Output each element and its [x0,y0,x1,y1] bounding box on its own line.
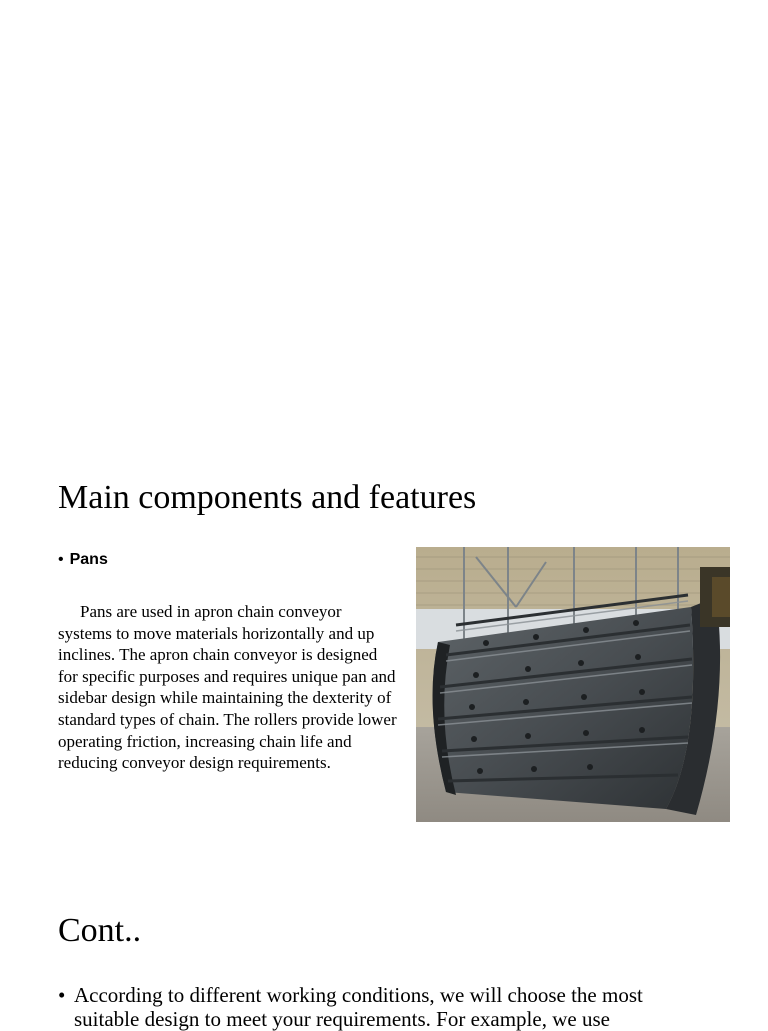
bullet-dot: • [58,983,66,1007]
bullet-label: Pans [69,551,108,568]
slide-continued [0,860,768,1031]
body-paragraph [58,601,398,774]
body-text: Pans are used in apron chain conveyor systems to move materials horizontally and up inclines. The apron chain conveyor is designed for specific purposes and requires unique pan and sidebar design while maintaining the dexterity of standard types of chain. The rollers provide lower operating friction, increasing chain life and reducing conveyor design requirements. [58,602,397,773]
bullet-text: According to different working conditions, we will choose the most suitable design to meet your requirements. For example, we use [74,983,643,1031]
slide-title: Main components and features [58,479,477,516]
apron-conveyor-pan-photo [416,547,730,822]
bullet-dot: • [58,551,64,568]
bullet-item-pans [58,549,108,571]
slide-title: Cont.. [58,912,142,949]
